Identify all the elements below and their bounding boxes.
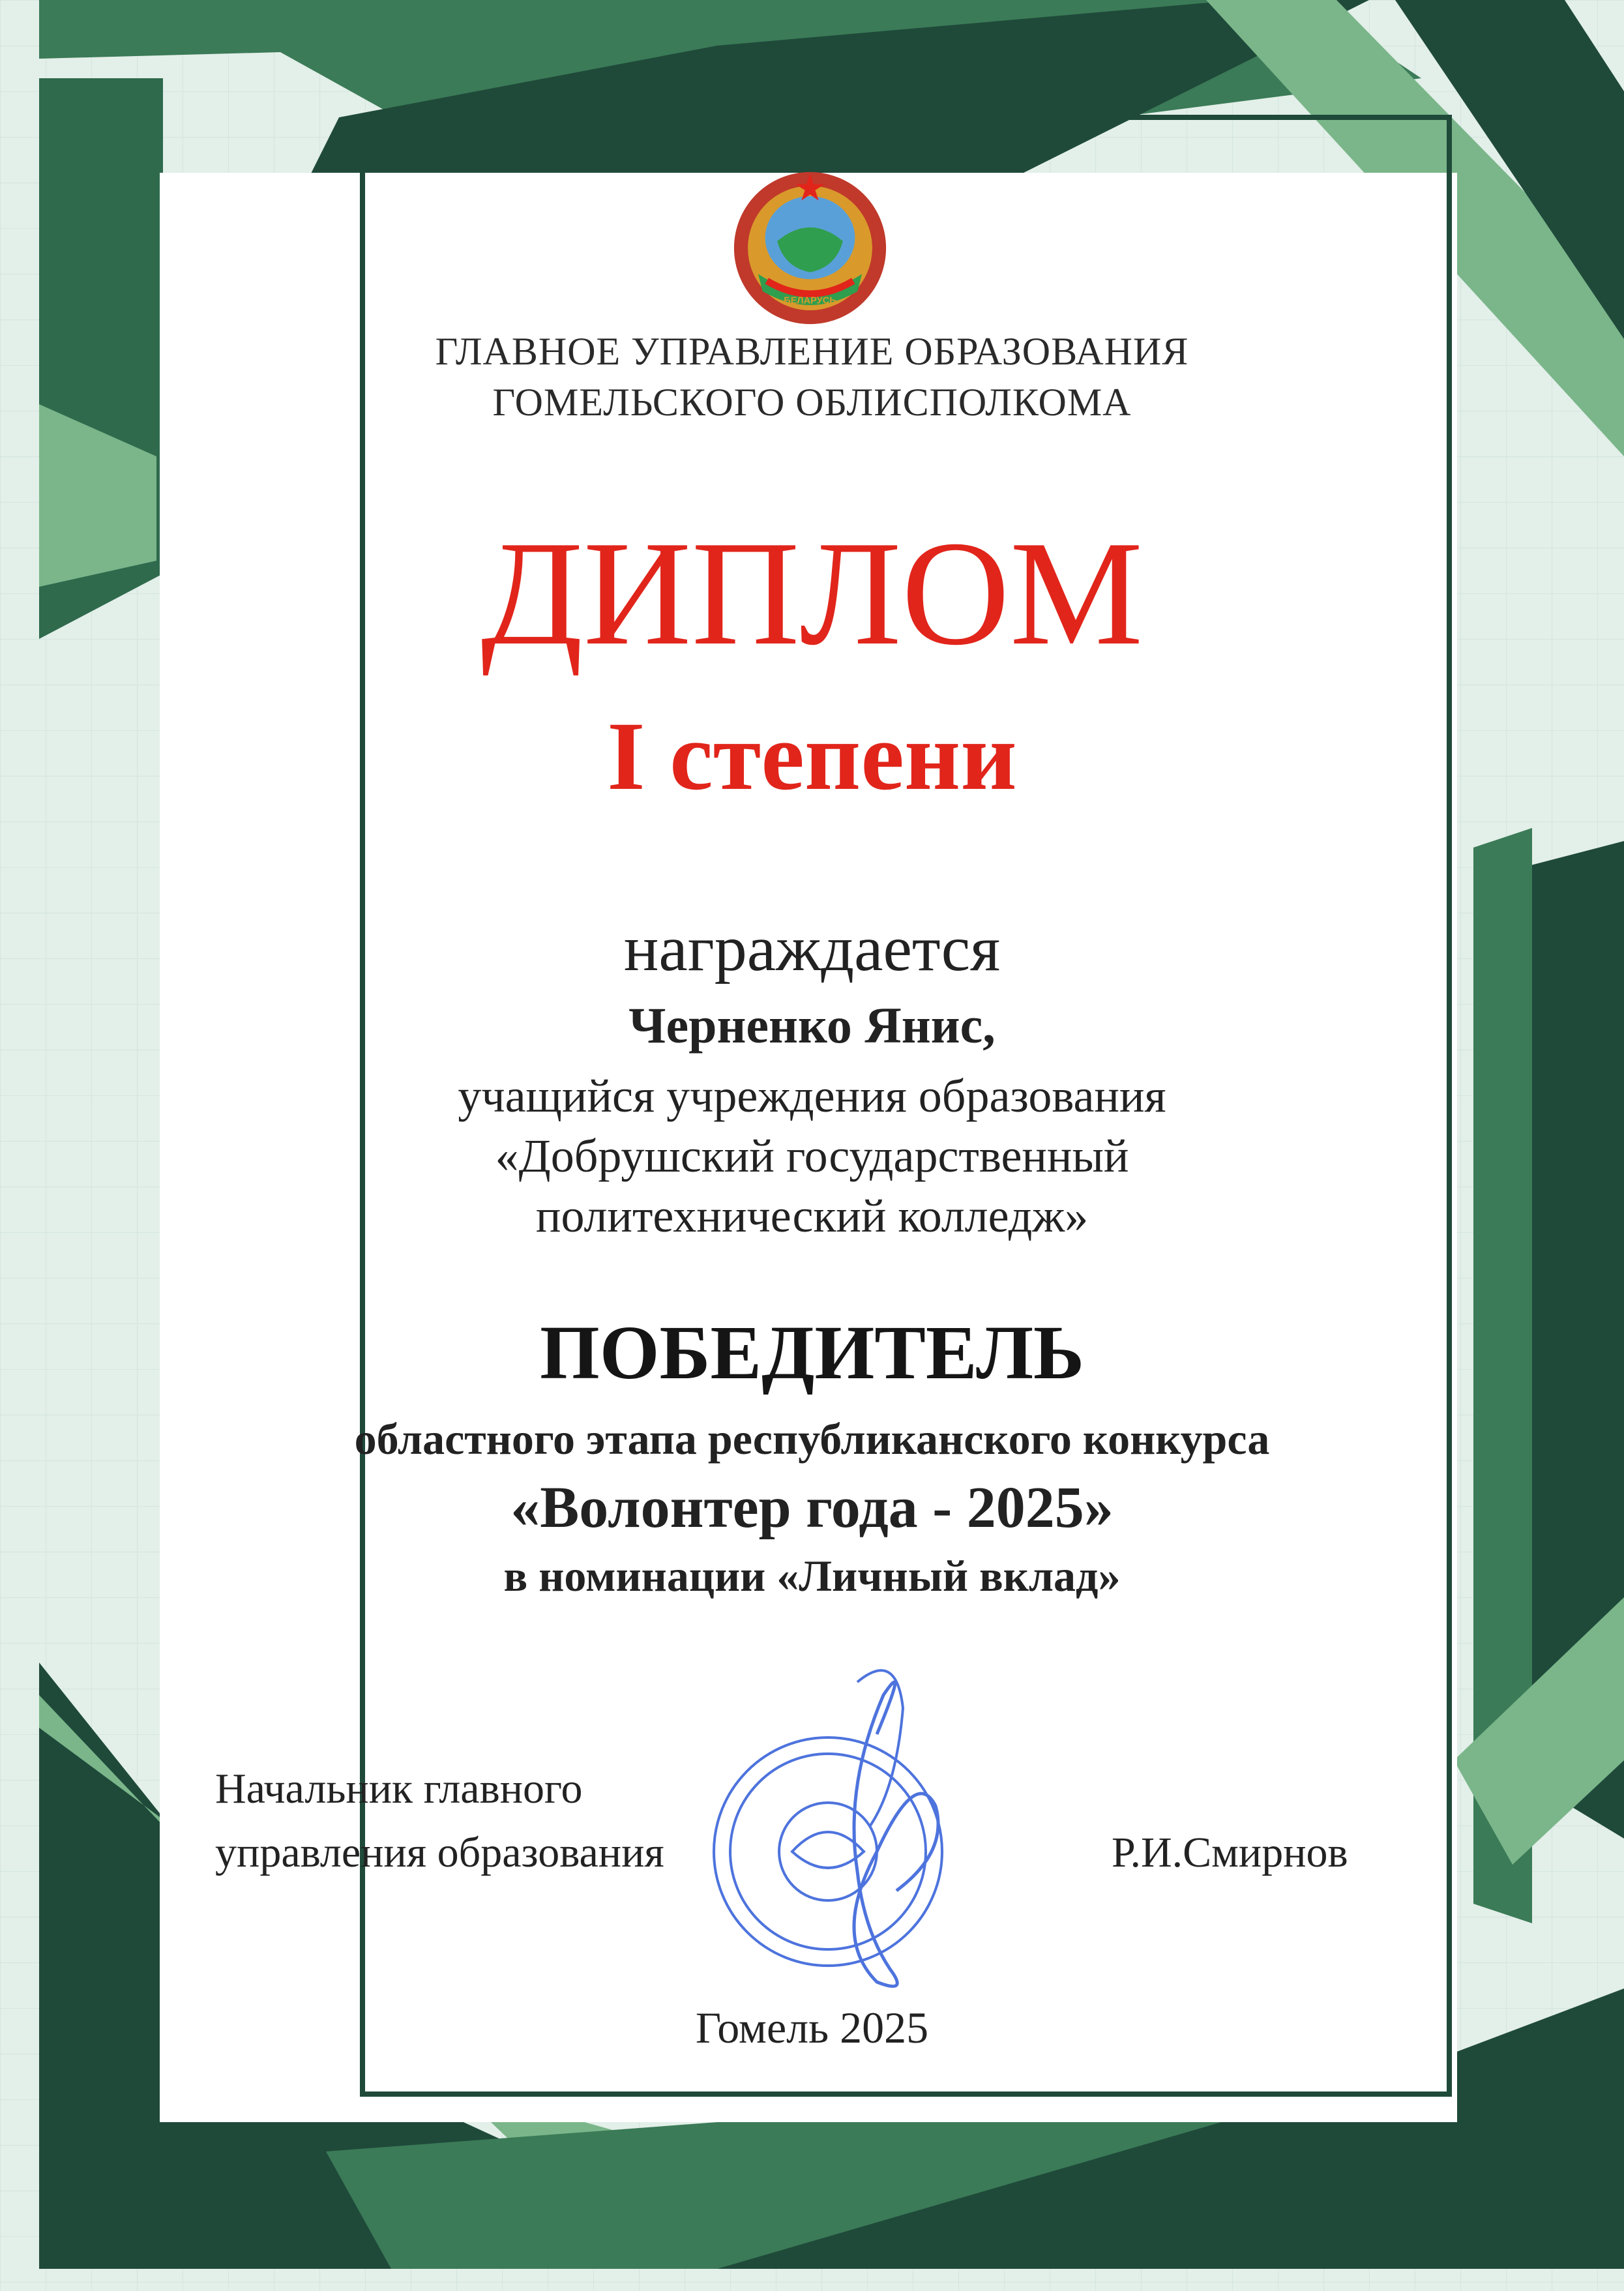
result-title: ПОБЕДИТЕЛЬ — [539, 1310, 1085, 1395]
organization-line-1: ГЛАВНОЕ УПРАВЛЕНИЕ ОБРАЗОВАНИЯ — [435, 330, 1189, 373]
recipient-institution — [0, 1066, 1624, 1246]
signatory-position — [215, 1757, 664, 1885]
svg-text:БЕЛАРУСЬ: БЕЛАРУСЬ — [784, 295, 836, 306]
contest-line-1: областного этапа республиканского конкурса — [354, 1414, 1270, 1464]
diploma-degree: I степени — [607, 702, 1017, 810]
institution-line-1: «Добрушский государственный — [495, 1130, 1129, 1182]
issuing-organization — [0, 326, 1624, 428]
awarded-label: награждается — [623, 912, 1001, 984]
organization-line-2: ГОМЕЛЬСКОГО ОБЛИСПОЛКОМА — [492, 381, 1132, 424]
contest-description — [0, 1405, 1624, 1610]
diploma-title: ДИПЛОМ — [480, 510, 1144, 676]
belarus-coat-of-arms-icon — [724, 162, 896, 334]
contest-name: «Волонтер года - 2025» — [510, 1475, 1114, 1540]
official-stamp-icon — [662, 1656, 1027, 2021]
recipient-name: Черненко Янис, — [628, 997, 996, 1054]
signatory-name: Р.И.Смирнов — [1112, 1829, 1348, 1876]
institution-line-2: политехнический колледж» — [535, 1190, 1089, 1242]
city-year: Гомель 2025 — [695, 2003, 929, 2052]
position-line-1: Начальник главного — [215, 1765, 583, 1812]
recipient-role: учащийся учреждения образования — [458, 1070, 1166, 1122]
position-line-2: управления образования — [215, 1829, 664, 1876]
contest-nomination: в номинации «Личный вклад» — [503, 1551, 1121, 1601]
